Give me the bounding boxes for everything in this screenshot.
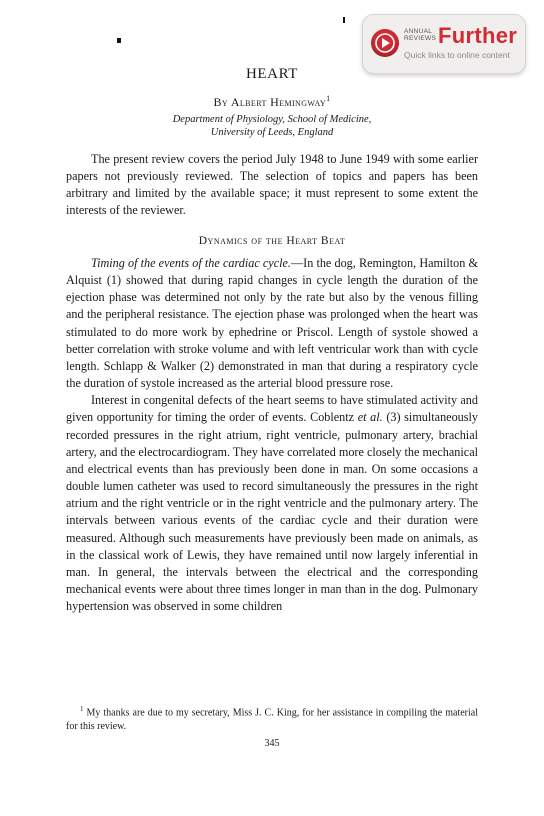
scan-mark <box>343 17 345 23</box>
article-title: HEART <box>245 66 299 82</box>
section-body <box>66 255 478 615</box>
paragraph-congenital: Interest in congenital defects of the heart seems to have stimulated activity and given opportunity for timing the order of events. Coblentz et al. (3) simultaneously recorded pressures in the right atrium, right ventricle, pulmonary artery, brachial artery, and the electrocardiogram. They have correlated more closely the mechanical and electrical events than has previously been done in man. On some occasions a double lumen catheter was used to record simultaneously the pressures in the right atrium and the right ventricle or in the right ventricle and the pulmonary artery. The intervals between various events of the cardiac cycle and their duration were measured. Although such measurements have previously been made on animals, as in the classical work of Lewis, they have remained until now largely inferential in man. In general, the intervals between the electrical and the corresponding mechanical events were about three times longer in man than in the dog. Pulmonary hypertension was observed in some children <box>66 393 478 614</box>
play-arrow-icon <box>371 29 399 57</box>
author-affiliation: Department of Physiology, School of Medicine, University of Leeds, England <box>172 114 372 138</box>
author-footnote-mark: 1 <box>326 94 331 103</box>
paragraph-lead: Timing of the events of the cardiac cycle. <box>91 256 291 270</box>
further-badge[interactable] <box>362 14 526 74</box>
paragraph-timing: Timing of the events of the cardiac cycle.—In the dog, Remington, Hamilton & Alquist (1) showed that during rapid changes in cycle length the duration of the ejection phase was determined not only by the rate but also by the venous filling and the peripheral resistance. The ejection phase was prolonged when the heart was stimulated to do more work by ephedrine or Priscol. Length of systole showed a better correlation with stroke volume and with left ventricular work than with cycle length. Schlapp & Walker (2) demonstrated in man that during a respiratory cycle the duration of systole increased as the arterial blood pressure rose. <box>66 256 478 391</box>
annual-reviews-wordmark: ANNUAL REVIEWS <box>404 28 437 42</box>
intro-paragraph: The present review covers the period July 1948 to June 1949 with some earlier papers not previously reviewed. The selection of topics and papers has been arbitrary and limited by the available space; it must represent to some extent the interests of the reviewer. <box>66 152 478 218</box>
further-tagline: Quick links to online content <box>404 50 510 60</box>
footnote: $^1$ My thanks are due to my secretary, Miss J. C. King, for her assistance in compiling the material for this review. <box>66 705 478 733</box>
further-wordmark: Further <box>438 23 518 48</box>
scan-mark <box>117 38 121 43</box>
section-heading: Dynamics of the Heart Beat <box>198 235 346 247</box>
article-author: By Albert Hemingway$^1$ <box>213 94 331 109</box>
page-number: 345 <box>264 738 280 749</box>
